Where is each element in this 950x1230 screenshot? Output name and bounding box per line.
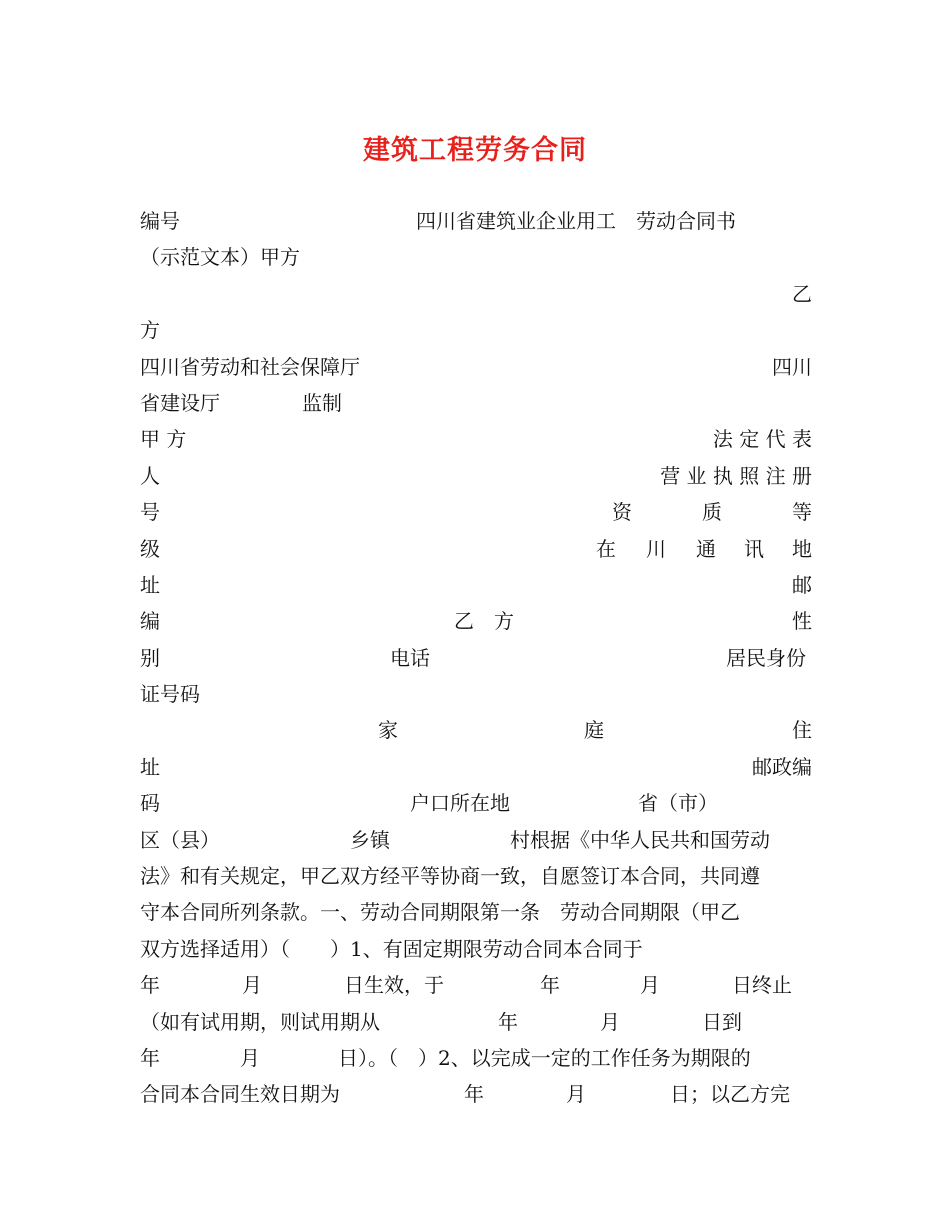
text-fragment: 编号 (140, 209, 180, 233)
text-line (140, 349, 812, 385)
text-fragment: 住 (792, 718, 812, 743)
contract-body (140, 203, 812, 1113)
text-fragment: 月 (566, 1082, 586, 1107)
text-fragment: 通 (696, 536, 716, 561)
text-fragment: 号 (140, 500, 160, 525)
text-line (140, 1076, 812, 1112)
text-line (140, 822, 812, 858)
text-fragment: 四川 (772, 354, 812, 379)
text-fragment: 在 (596, 536, 616, 561)
text-fragment: 年 (498, 1009, 518, 1034)
text-fragment: 月 (600, 1009, 620, 1034)
text-fragment: 省（市） (638, 791, 718, 816)
text-line (140, 458, 812, 494)
text-fragment: 户口所在地 (410, 791, 510, 816)
text-fragment: 性 (792, 609, 812, 634)
text-fragment: 码 (140, 791, 160, 816)
text-fragment: 村根据《中华人民共和国劳动 (510, 827, 770, 852)
text-fragment: 四川省建筑业企业用工 劳动合同书 (416, 209, 736, 233)
text-line (140, 603, 812, 639)
text-line: 双方选择适用）（ ）1、有固定期限劳动合同本合同于 (140, 936, 643, 961)
text-line: 守本合同所列条款。一、劳动合同期限第一条 劳动合同期限（甲乙 (140, 900, 740, 925)
text-fragment: 人 (140, 463, 160, 488)
text-fragment: 监制 (302, 390, 342, 415)
text-fragment: 电话 (390, 645, 430, 670)
document-title: 建筑工程劳务合同 (363, 135, 587, 166)
text-fragment: 日到 (702, 1009, 742, 1034)
text-fragment: 甲 方 (140, 427, 187, 452)
text-fragment: 四川省劳动和社会保障厅 (140, 354, 360, 379)
text-fragment: 日；以乙方完 (670, 1082, 790, 1107)
text-fragment: 别 (140, 645, 160, 670)
text-fragment: （如有试用期，则试用期从 (140, 1009, 380, 1034)
text-fragment: 址 (140, 754, 160, 779)
text-fragment: 资 (612, 500, 632, 525)
text-fragment: 居民身份 (726, 645, 806, 670)
text-fragment: 级 (140, 536, 160, 561)
text-fragment: 家 (378, 718, 398, 743)
text-line (140, 749, 812, 785)
text-fragment: 乡镇 (350, 827, 390, 852)
text-fragment: 等 (792, 500, 812, 525)
text-line (140, 421, 812, 457)
text-fragment: 合同本合同生效日期为 (140, 1082, 340, 1107)
text-fragment: 邮 (792, 572, 812, 597)
text-fragment: 法 定 代 表 (712, 427, 812, 452)
text-fragment: 年 (540, 973, 560, 998)
text-line: （示范文本）甲方 (140, 245, 300, 270)
text-line (140, 203, 812, 239)
text-fragment: 年 (140, 1045, 160, 1070)
text-line (140, 712, 812, 748)
text-fragment: 邮政编 (752, 754, 812, 779)
text-fragment: 址 (140, 572, 160, 597)
text-fragment: 区（县） (140, 827, 220, 852)
text-line (140, 531, 812, 567)
text-line: 证号码 (140, 682, 200, 707)
text-line: 法》和有关规定，甲乙双方经平等协商一致，自愿签订本合同，共同遵 (140, 864, 760, 889)
text-line (140, 385, 812, 421)
text-line (140, 494, 812, 530)
text-fragment: 月 (640, 973, 660, 998)
text-fragment: 月 (242, 973, 262, 998)
text-fragment: 年 (464, 1082, 484, 1107)
text-line: 方 (140, 318, 160, 343)
text-fragment: 省建设厅 (140, 390, 220, 415)
text-fragment: 川 (646, 536, 666, 561)
text-line: 乙 (792, 281, 812, 306)
text-line (140, 967, 812, 1003)
text-fragment: 编 (140, 609, 160, 634)
text-fragment: 营 业 执 照 注 册 (660, 463, 812, 488)
text-line (140, 640, 812, 676)
text-fragment: 日）。（ ）2、以完成一定的工作任务为期限的 (338, 1045, 751, 1070)
text-fragment: 月 (240, 1045, 260, 1070)
text-fragment: 质 (702, 500, 722, 525)
text-fragment: 庭 (584, 718, 604, 743)
text-line (140, 567, 812, 603)
text-line (140, 785, 812, 821)
text-fragment: 年 (140, 973, 160, 998)
text-fragment: 日终止 (732, 973, 792, 998)
text-fragment: 日生效，于 (344, 973, 444, 998)
text-line (140, 1004, 812, 1040)
text-fragment: 讯 (744, 536, 764, 561)
text-fragment: 地 (792, 536, 812, 561)
text-fragment: 乙 方 (454, 609, 514, 634)
text-line (140, 1040, 812, 1076)
